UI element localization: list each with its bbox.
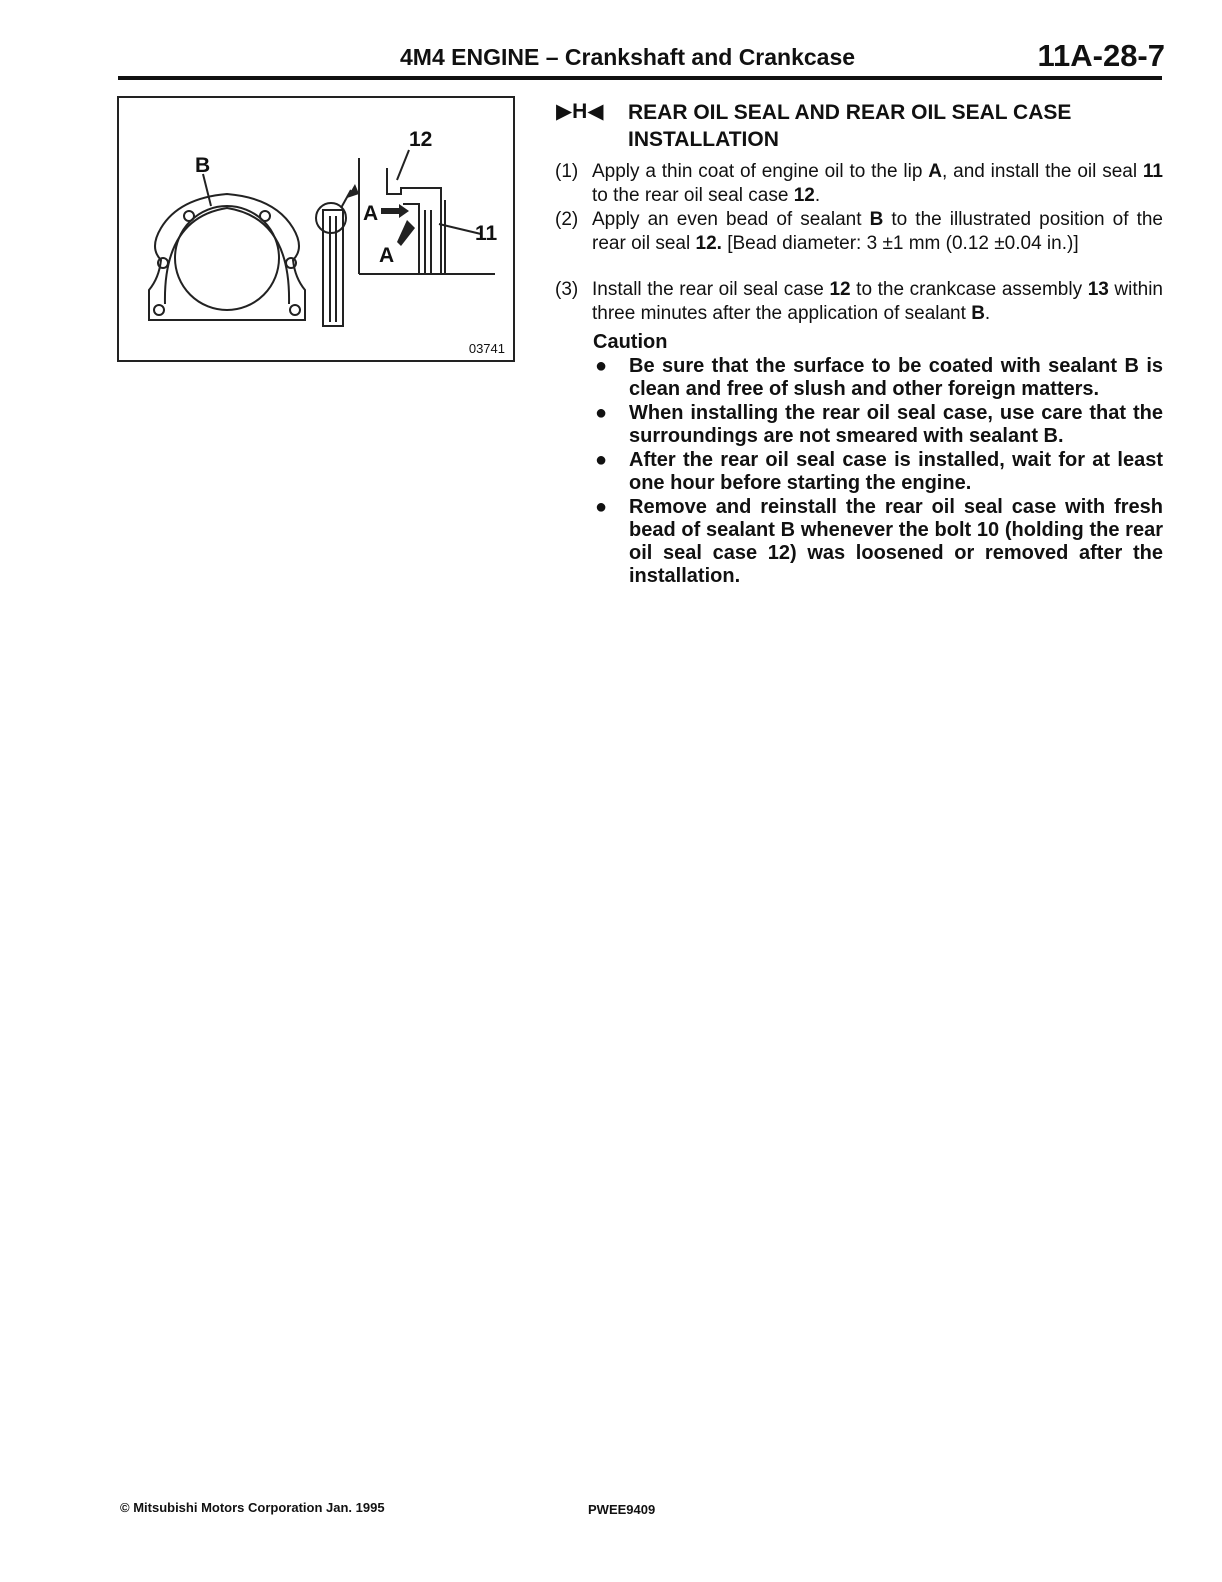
step-text-part: Install the rear oil seal case	[592, 279, 830, 300]
footer-copyright: © Mitsubishi Motors Corporation Jan. 1995	[120, 1500, 385, 1515]
caution-item	[593, 449, 1163, 495]
step-ref: 12	[829, 279, 851, 300]
step-ref: B	[971, 303, 985, 324]
label-a-upper: A	[363, 202, 379, 225]
seal-case-drawing	[119, 98, 513, 360]
section-title: REAR OIL SEAL AND REAR OIL SEAL CASE INSTALLATION	[628, 101, 1072, 151]
step-number: (2)	[555, 209, 579, 230]
caution-text: When installing the rear oil seal case, use care that the surroundings are not smeared with sealant B.	[629, 402, 1163, 447]
step-3	[555, 278, 1163, 326]
bullet-icon: ●	[595, 355, 608, 377]
detail-view	[387, 168, 441, 274]
step-text-part: within three minutes after the application of sealant	[592, 279, 1164, 324]
step-text	[592, 278, 1163, 326]
step-text-part: to the crankcase assembly	[850, 279, 1088, 300]
step-text-part: [Bead diameter: 3 ±1 mm (0.12 ±0.04 in.)]	[721, 233, 1079, 254]
step-text-part: Apply an even bead of sealant	[592, 209, 870, 230]
caution-text: Remove and reinstall the rear oil seal case with fresh bead of sealant B whenever the bolt 10 (holding the rear oil seal case 12) was loosened or removed after the installation.	[629, 496, 1163, 587]
step-1	[555, 160, 1163, 208]
caution-item	[593, 496, 1163, 588]
header-rule	[118, 76, 1162, 80]
step-2	[555, 208, 1163, 256]
step-ref: A	[928, 161, 942, 182]
step-ref: B	[869, 209, 884, 230]
step-ref: 13	[1087, 279, 1109, 300]
caution-item	[593, 402, 1163, 448]
step-text-part: to the rear oil seal case	[592, 185, 794, 206]
step-number: (1)	[555, 161, 579, 182]
label-12: 12	[409, 128, 433, 151]
step-text-part: .	[814, 185, 821, 206]
bullet-icon: ●	[595, 449, 608, 471]
seal-case-outline	[149, 194, 305, 320]
seal-case-inner-rim	[165, 208, 289, 304]
seal-case-illustration	[117, 96, 515, 362]
label-b: B	[195, 154, 211, 177]
step-ref: 12.	[695, 233, 722, 254]
step-text	[592, 208, 1163, 256]
bullet-icon: ●	[595, 496, 608, 518]
section-view	[323, 210, 343, 326]
step-number: (3)	[555, 279, 579, 300]
page-number: 11A-28-7	[1037, 38, 1165, 73]
step-text-part: Apply a thin coat of engine oil to the lip	[592, 161, 929, 182]
label-11: 11	[475, 222, 498, 245]
caution-item	[593, 355, 1163, 401]
caution-text: After the rear oil seal case is installed, wait for at least one hour before starting the engine.	[629, 449, 1163, 494]
step-text-part: to the illustrated position of the rear oil seal	[592, 209, 1163, 254]
footer-doc-code: PWEE9409	[588, 1502, 656, 1517]
caution-text: Be sure that the surface to be coated with sealant B is clean and free of slush and other foreign matters.	[629, 355, 1163, 400]
step-text-part: , and install the oil seal	[942, 161, 1143, 182]
step-ref: 12	[793, 185, 815, 206]
bullet-icon: ●	[595, 402, 608, 424]
section-marker: ▶H◀	[556, 100, 604, 123]
figure-code: 03741	[468, 341, 505, 356]
step-text	[592, 160, 1163, 208]
caution-heading: Caution	[593, 331, 668, 353]
label-a-lower: A	[379, 244, 395, 267]
step-ref: 11	[1142, 161, 1163, 182]
page-header-title: 4M4 ENGINE – Crankshaft and Crankcase	[400, 44, 856, 70]
step-text-part: .	[984, 303, 991, 324]
